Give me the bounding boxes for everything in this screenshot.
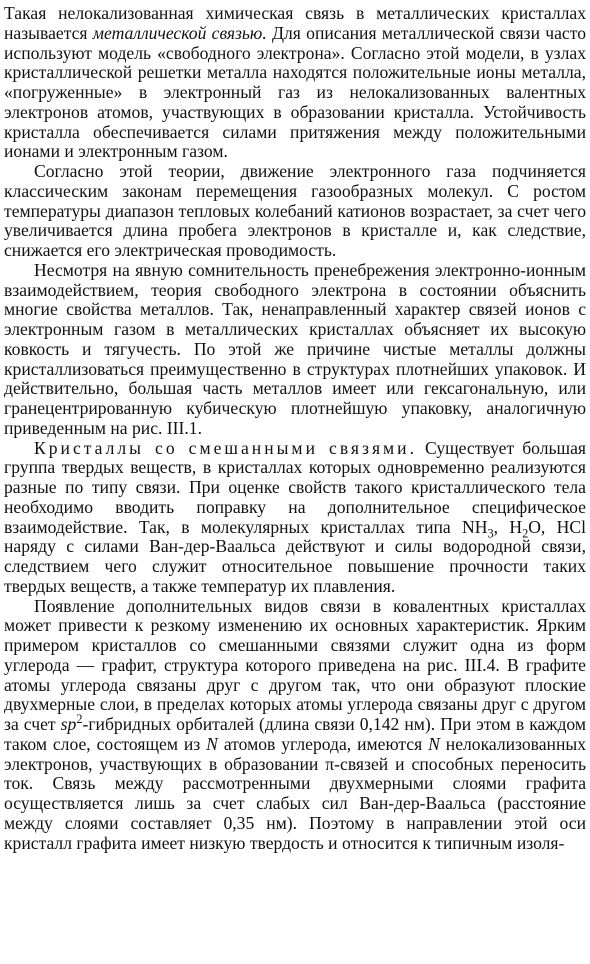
paragraph-p5-fragment: 2 [76, 712, 83, 727]
paragraph-p5 [4, 597, 586, 854]
paragraph-p4-fragment: 2 [522, 526, 529, 541]
paragraph-p3-fragment: Несмотря на явную сомнительность пренебрежения электронно-ионным взаимодействием, теория свободного электрона в состоянии объяснить многие свойства металлов. Так, ненаправленный характер связей ионов с электронным газом в металлических кристаллах объясняет их высокую ковкость и тягучесть. По этой же причине чистые металлы должны кристаллизоваться преимущественно в структурах плотнейших упаковок. И действительно, большая часть металлов имеет или гексагональную, или гранецентрированную кубическую плотнейшую упаковку, аналогичную приведенным на рис. III.1. [4, 259, 586, 438]
paragraph-p5-fragment: атомов углерода, имеются [217, 733, 429, 754]
paragraph-p1 [4, 4, 586, 162]
paragraph-p2-fragment: Согласно этой теории, движение электронного газа подчиняется классическим законам перемещения газообразных молекул. С ростом температуры диапазон тепловых колебаний катионов возрастает, за счет чего увеличивается длина пробега электронов в кристалле и, как следствие, снижается его электрическая проводимость. [4, 161, 586, 260]
paragraph-p4-fragment: O, HCl наряду с силами Ван-дер-Ваальса действуют и силы водородной связи, следствием чего служит относительное повышение прочности таких твердых веществ, а также температур их плавления. [4, 516, 586, 596]
book-page-text [4, 4, 586, 853]
paragraph-p1-fragment: Такая нелокализованная химическая связь в металлических кристаллах называется [4, 3, 586, 43]
paragraph-p4-fragment: , H [493, 516, 523, 537]
paragraph-p3 [4, 261, 586, 439]
paragraph-p1-fragment: металлической связью. [92, 22, 267, 43]
paragraph-p4 [4, 439, 586, 597]
paragraph-p4-fragment: Существует большая группа твердых веществ, в кристаллах которых одновременно реализуются разные по типу связи. При оценке свойств такого кристаллического тела необходимо вводить поправку на дополнительное специфическое взаимодействие. Так, в молекулярных кристаллах типа NH [4, 437, 586, 537]
paragraph-p5-fragment: N [428, 733, 440, 754]
paragraph-p5-fragment: Появление дополнительных видов связи в ковалентных кристаллах может привести к резкому изменению их основных характеристик. Ярким примером кристаллов со смешанными связями служит одна из форм углерода — графит, структура которого приведена на рис. III.4. В графите атомы углерода связаны друг с другом так, что они образуют плоские двухмерные слои, в пределах которых атомы углерода связаны друг с другом за счет [4, 595, 586, 734]
paragraph-p5-fragment: N [206, 733, 218, 754]
paragraph-p1-fragment: Для описания металлической связи часто используют модель «свободного электрона». Согласно этой модели, в узлах кристаллической решетки металла находятся положительные ионы металла, «погруженные» в электронный газ из нелокализованных валентных электронов атомов, участвующих в образовании кристалла. Устойчивость кристалла обеспечивается силами притяжения между положительными ионами и электронным газом. [4, 22, 586, 162]
paragraph-p4-fragment: Кристаллы со смешанными связями. [34, 437, 417, 458]
paragraph-p4-fragment: 3 [487, 526, 494, 541]
paragraph-p5-fragment: -гибридных орбиталей (длина связи 0,142 нм). При этом в каждом таком слое, состоящем из [4, 714, 586, 754]
paragraph-p2 [4, 162, 586, 261]
paragraph-p5-fragment: нелокализованных электронов, участвующих в образовании π-связей и способных переносить ток. Связь между рассмотренными двухмерными слоями графита осуществляется лишь за счет слабых сил Ван-дер-Ваальса (расстояние между слоями составляет 0,35 нм). Поэтому в направлении этой оси кристалл графита имеет низкую твердость и относится к типичным изоля- [4, 733, 586, 853]
paragraph-p5-fragment: sp [60, 714, 77, 734]
